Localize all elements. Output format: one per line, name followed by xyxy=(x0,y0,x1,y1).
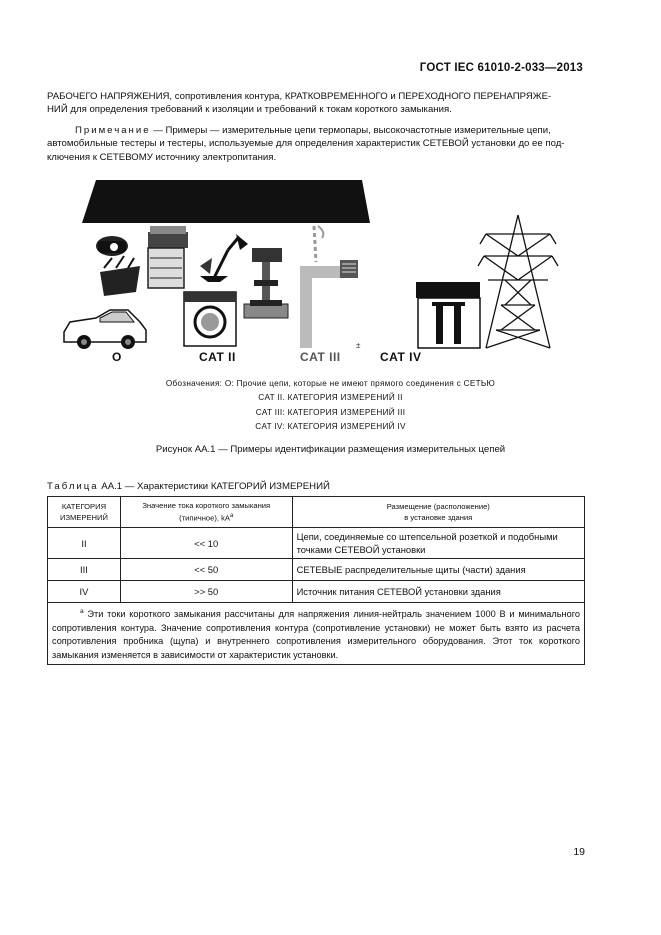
note-first-line xyxy=(47,124,587,137)
note-first-line-text: — Примеры — измерительные цепи термопары, высокочастотные измерительные цепи, xyxy=(150,125,551,136)
header-text: Значение тока короткого замыкания xyxy=(142,501,271,511)
intro-line: РАБОЧЕГО НАПРЯЖЕНИЯ, сопротивления контура, КРАТКОВРЕМЕННОГО и ПЕРЕХОДНОГО ПЕРЕНАПРЯЖЕ- xyxy=(47,91,552,102)
header-category xyxy=(48,497,121,528)
table-title xyxy=(47,481,330,492)
footnote-text: Эти токи короткого замыкания рассчитаны для напряжения линия-нейтраль значением 1000 В и минимального сопротивления контура. Значение сопротивления контура (сопротивление установки) не может быть взято из расчета сопротивления пробника (щупа) и внутреннего сопротивления измерительного оборудования. Этот ток короткого замыкания изменяется в зависимости от характеристик установки. xyxy=(52,609,580,660)
header-location xyxy=(292,497,584,528)
table-row xyxy=(48,559,585,581)
table-footnote-row xyxy=(48,603,585,665)
legend-line: CAT II. КАТЕГОРИЯ ИЗМЕРЕНИЙ II xyxy=(258,393,403,403)
copier-icon xyxy=(148,226,188,288)
header-text: Размещение (расположение) xyxy=(386,502,490,511)
page-number: 19 xyxy=(573,846,585,858)
cell-current: << 50 xyxy=(120,559,292,581)
svg-text:±: ± xyxy=(356,341,361,350)
footnote-ref: a xyxy=(229,513,234,520)
document-header: ГОСТ IEC 61010-2-033—2013 xyxy=(419,62,583,74)
cell-current: >> 50 xyxy=(120,581,292,603)
cell-current: << 10 xyxy=(120,528,292,559)
intro-paragraph xyxy=(47,90,587,117)
cat-label-o: O xyxy=(112,350,122,364)
figure-legend xyxy=(0,377,661,434)
legend-line: Обозначения: О: Прочие цепи, которые не имеют прямого соединения с СЕТЬЮ xyxy=(165,379,496,388)
power-pylon-icon xyxy=(478,215,558,348)
telephone-icon xyxy=(96,236,128,256)
note-line: ключения к СЕТЕВОМУ источнику электропитания. xyxy=(47,151,277,163)
legend-line: CAT III: КАТЕГОРИЯ ИЗМЕРЕНИЙ III xyxy=(255,407,406,417)
table-title-text: АА.1 — Характеристики КАТЕГОРИЙ ИЗМЕРЕНИЙ xyxy=(98,481,330,492)
figure-caption: Рисунок АА.1 — Примеры идентификации размещения измерительных цепей xyxy=(155,444,506,455)
cat-label-ii: CAT II xyxy=(199,350,236,364)
lamp-icon xyxy=(200,234,248,282)
cell-location: СЕТЕВЫЕ распределительные щиты (части) здания xyxy=(292,559,584,581)
cell-category: III xyxy=(48,559,121,581)
house-roof xyxy=(82,180,370,223)
legend-line: CAT IV: КАТЕГОРИЯ ИЗМЕРЕНИЙ IV xyxy=(255,421,406,431)
table-title-label: Таблица xyxy=(47,481,99,492)
header-text: ИЗМЕРЕНИЙ xyxy=(59,513,108,522)
measurement-categories-table xyxy=(47,496,585,665)
transformer-icon xyxy=(416,282,480,348)
cell-location: Источник питания СЕТЕВОЙ установки здания xyxy=(292,581,584,603)
note-paragraph xyxy=(47,124,587,164)
measurement-categories-illustration xyxy=(0,175,661,375)
cat-label-iv: CAT IV xyxy=(380,350,422,364)
header-current xyxy=(120,497,292,528)
washing-machine-icon xyxy=(184,292,236,346)
header-text: КАТЕГОРИЯ xyxy=(61,502,107,511)
header-text: в установке здания xyxy=(404,513,473,522)
table-header-row xyxy=(48,497,585,528)
table-row xyxy=(48,528,585,559)
cat-label-iii: CAT III xyxy=(300,350,341,364)
note-label: Примечание xyxy=(75,125,151,136)
footnote-mark: а xyxy=(80,608,84,615)
intro-line: НИЙ для определения требований к изоляции и требований к токам короткого замыкания. xyxy=(47,104,452,116)
cell-location: Цепи, соединяемые со штепсельной розеткой и подобными точками СЕТЕВОЙ установки xyxy=(292,528,584,559)
table-footnote xyxy=(48,603,585,665)
header-text: (типичное), kA xyxy=(179,513,230,523)
cell-category: IV xyxy=(48,581,121,603)
tools-icon xyxy=(100,256,140,296)
cell-category: II xyxy=(48,528,121,559)
note-line: автомобильные тестеры и тестеры, используемые для определения характеристик СЕТЕВОЙ установки до ее под- xyxy=(47,138,565,150)
car-icon xyxy=(64,310,146,349)
drill-press-icon xyxy=(244,248,288,318)
table-row xyxy=(48,581,585,603)
distribution-conduit xyxy=(300,226,361,350)
